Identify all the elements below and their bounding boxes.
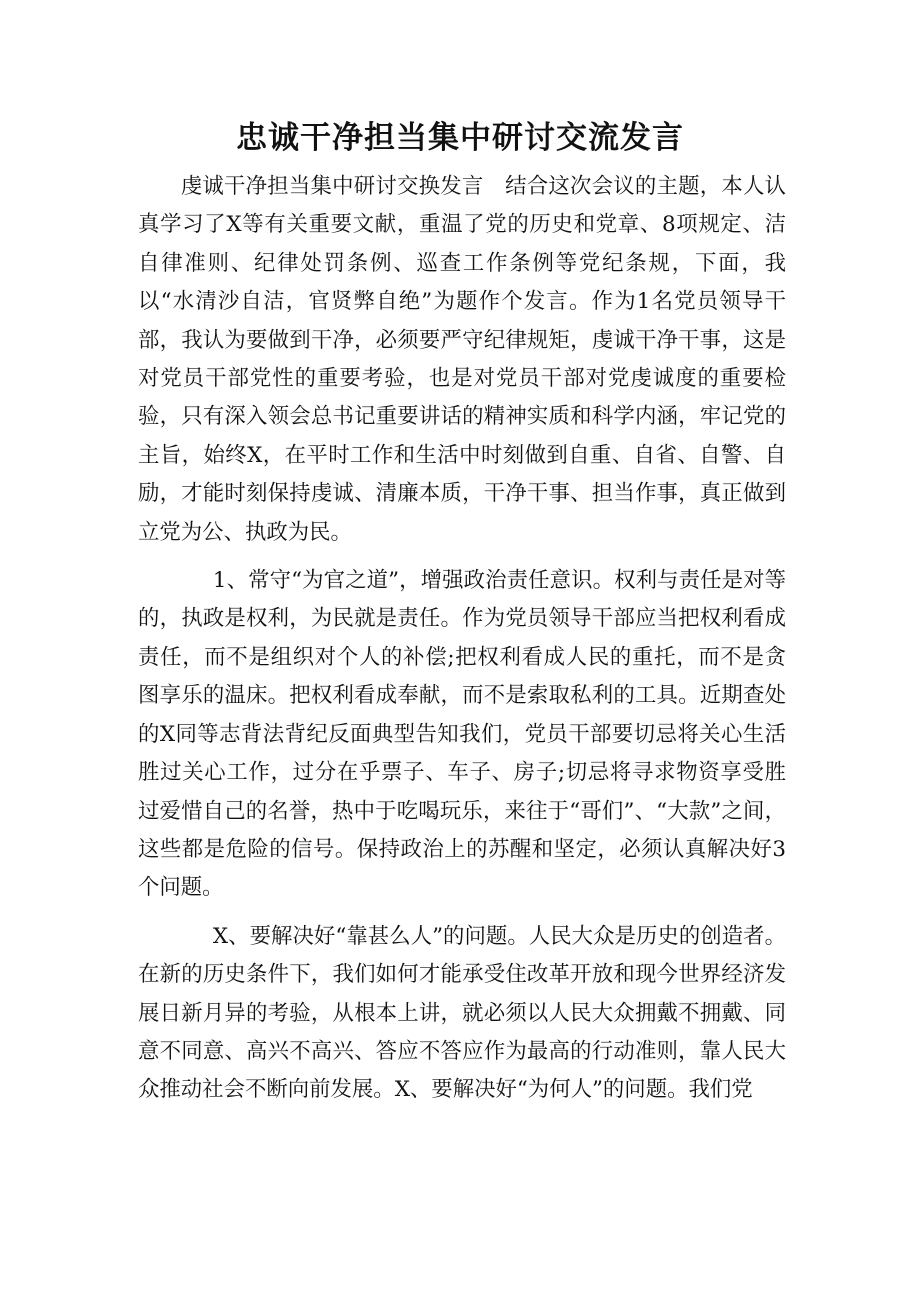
paragraph-point-x: X、要解决好“靠甚么人”的问题。人民大众是历史的创造者。在新的历史条件下，我们如何才能承受住改革开放和现今世界经济发展日新月异的考验，从根本上讲，就必须以人民大众拥戴不拥戴、同意不同意、高兴不高兴、答应不答应作为最高的行动准则，靠人民大众推动社会不断向前发展。X、要解决好“为何人”的问题。我们党: [138, 923, 786, 1103]
paragraph-point-1: 1、常守“为官之道”，增强政治责任意识。权利与责任是对等的，执政是权利，为民就是责任。作为党员领导干部应当把权利看成责任，而不是组织对个人的补偿;把权利看成人民的重托，而不是贪图享乐的温床。把权利看成奉献，而不是索取私利的工具。近期查处的X同等志背法背纪反面典型告知我们，党员干部要切忌将关心生活胜过关心工作，过分在乎票子、车子、房子;切忌将寻求物资享受胜过爱惜自己的名誉，热中于吃喝玩乐，来往于“哥们”、“大款”之间，这些都是危险的信号。保持政治上的苏醒和坚定，必须认真解决好3个问题。: [138, 568, 786, 901]
document-body: [138, 168, 786, 1120]
paragraph-intro: 虔诚干净担当集中研讨交换发言 结合这次会议的主题，本人认真学习了X等有关重要文献，重温了党的历史和党章、8项规定、洁自律准则、纪律处罚条例、巡查工作条例等党纪条规，下面，我以“水清沙自洁，官贤弊自绝”为题作个发言。作为1名党员领导干部，我认为要做到干净，必须要严守纪律规矩，虔诚干净干事，这是对党员干部党性的重要考验，也是对党员干部对党虔诚度的重要检验，只有深入领会总书记重要讲话的精神实质和科学内涵，牢记党的主旨，始终X，在平时工作和生活中时刻做到自重、自省、自警、自励，才能时刻保持虔诚、清廉本质，干净干事、担当作事，真正做到立党为公、执政为民。: [138, 174, 786, 545]
document-title: 忠诚干净担当集中研讨交流发言: [236, 120, 684, 156]
